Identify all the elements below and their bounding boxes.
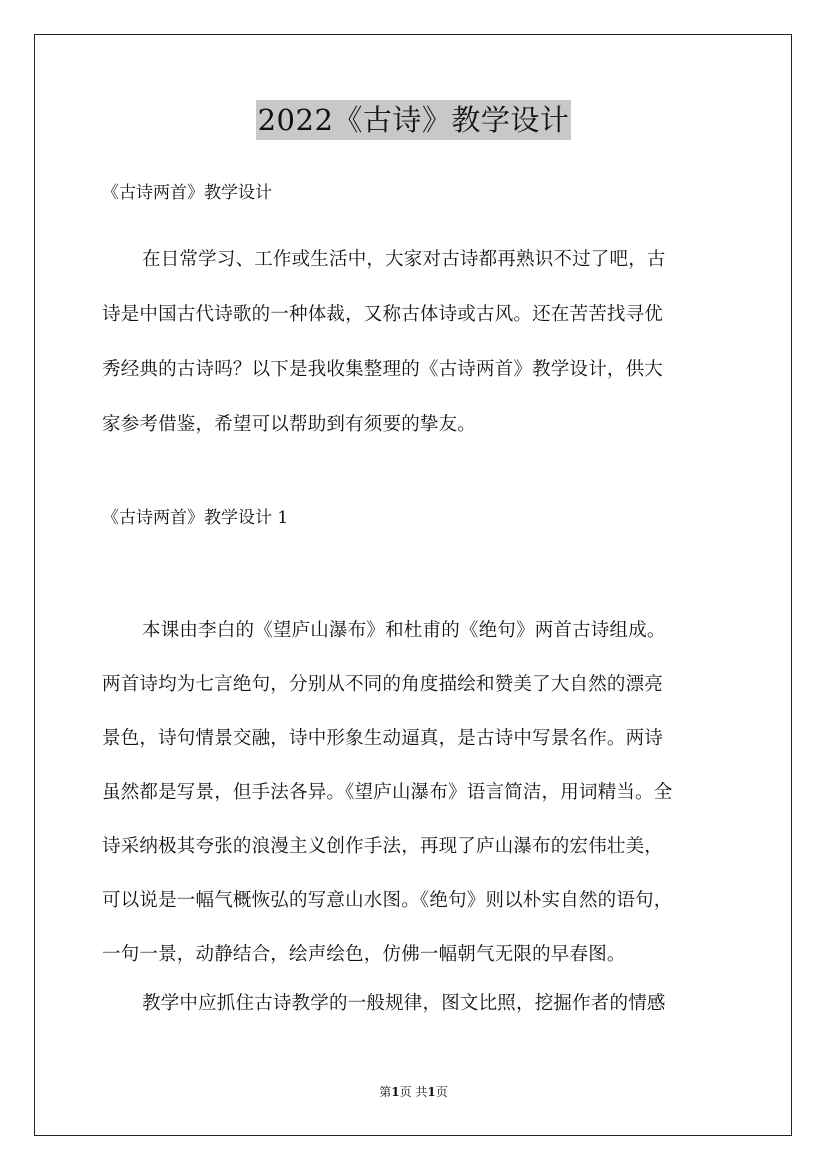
paragraph-line: 诗采纳极其夸张的浪漫主义创作手法，再现了庐山瀑布的宏伟壮美， (102, 836, 664, 857)
document-subtitle: 《古诗两首》教学设计 (102, 183, 272, 203)
paragraph-line: 两首诗均为七言绝句，分别从不同的角度描绘和赞美了大自然的漂亮 (102, 674, 664, 695)
paragraph-line: 在日常学习、工作或生活中，大家对古诗都再熟识不过了吧，古 (142, 249, 666, 270)
paragraph-line: 秀经典的古诗吗？以下是我收集整理的《古诗两首》教学设计，供大 (102, 359, 664, 380)
paragraph-line: 景色，诗句情景交融，诗中形象生动逼真，是古诗中写景名作。两诗 (102, 728, 664, 749)
footer-page-total: 1 (427, 1085, 436, 1099)
page-footer (0, 1083, 827, 1101)
footer-page-current: 1 (391, 1085, 400, 1099)
paragraph-line: 本课由李白的《望庐山瀑布》和杜甫的《绝句》两首古诗组成。 (142, 620, 666, 641)
paragraph-line: 可以说是一幅气概恢弘的写意山水图。《绝句》则以朴实自然的语句， (102, 890, 673, 911)
footer-prefix: 第 (379, 1085, 392, 1099)
paragraph-line: 教学中应抓住古诗教学的一般规律，图文比照，挖掘作者的情感 (142, 993, 666, 1014)
footer-suffix: 页 (435, 1085, 448, 1099)
paragraph-line: 虽然都是写景，但手法各异。《望庐山瀑布》语言简洁，用词精当。全 (102, 782, 673, 803)
teaching-paragraph (102, 977, 742, 1031)
title-container (0, 100, 827, 140)
paragraph-line: 一句一景，动静结合，绘声绘色，仿佛一幅朝气无限的早春图。 (102, 944, 626, 965)
body-paragraph (102, 604, 742, 982)
document-title: 2022《古诗》教学设计 (256, 100, 572, 140)
intro-paragraph (102, 232, 742, 452)
paragraph-line: 家参考借鉴，希望可以帮助到有须要的挚友。 (102, 414, 477, 435)
section-heading: 《古诗两首》教学设计 1 (102, 508, 289, 528)
footer-mid: 页 共 (399, 1085, 428, 1099)
paragraph-line: 诗是中国古代诗歌的一种体裁，又称古体诗或古风。还在苦苦找寻优 (102, 304, 664, 325)
